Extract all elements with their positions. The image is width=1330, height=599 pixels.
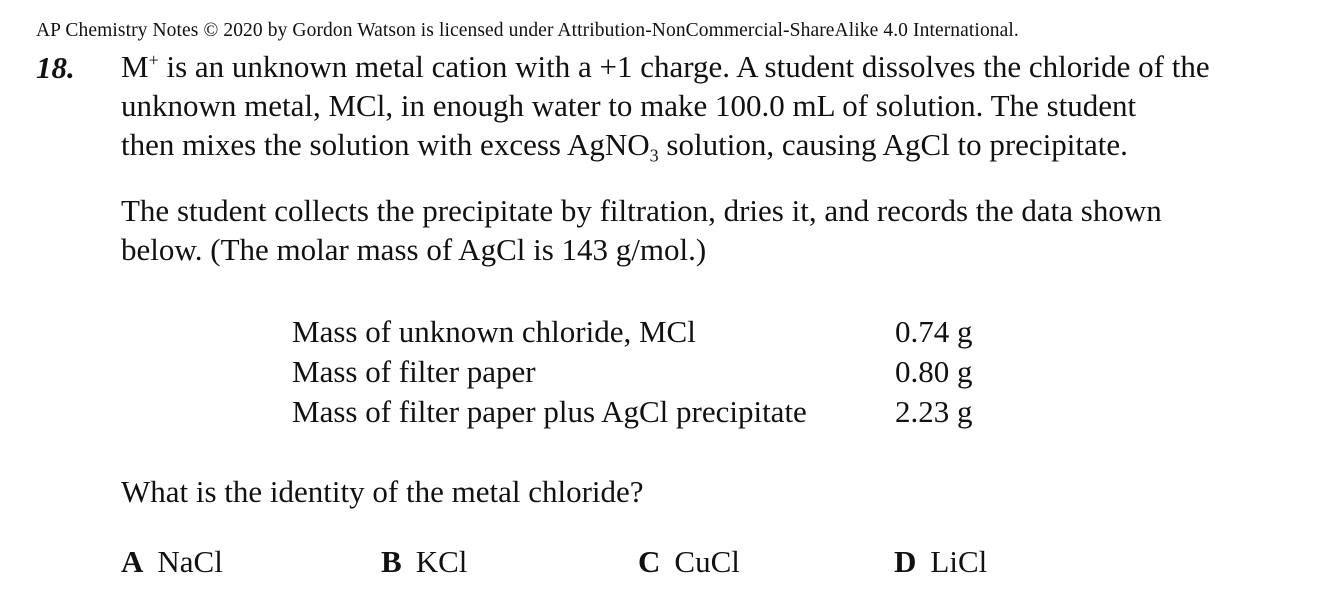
question-text-3b: solution, causing AgCl to precipitate. bbox=[658, 127, 1128, 162]
choice-text: KCl bbox=[415, 544, 468, 579]
question-text-3a: then mixes the solution with excess AgNO bbox=[121, 127, 650, 162]
data-label: Mass of filter paper bbox=[292, 354, 536, 389]
question-line-2: unknown metal, MCl, in enough water to make 100.0 mL of solution. The student bbox=[121, 88, 1137, 123]
choice-b[interactable] bbox=[381, 544, 467, 580]
data-value: 0.80 g bbox=[895, 354, 973, 389]
choice-text: CuCl bbox=[674, 544, 740, 579]
question-number: 18. bbox=[36, 50, 75, 85]
choice-text: LiCl bbox=[930, 544, 988, 579]
choice-d[interactable] bbox=[894, 544, 987, 580]
data-value: 2.23 g bbox=[895, 394, 973, 429]
data-value: 0.74 g bbox=[895, 314, 973, 349]
cation-symbol: M bbox=[121, 49, 149, 84]
charge-superscript: + bbox=[148, 50, 159, 71]
choice-letter: D bbox=[894, 544, 917, 579]
question-line-1 bbox=[121, 51, 1210, 82]
subscript-three: 3 bbox=[649, 145, 659, 166]
choice-letter: C bbox=[638, 544, 661, 579]
choice-letter: A bbox=[121, 544, 144, 579]
license-notice: AP Chemistry Notes © 2020 by Gordon Watson is licensed under Attribution-NonCommercial-ShareAlike 4.0 International. bbox=[36, 20, 1019, 41]
data-label: Mass of filter paper plus AgCl precipitate bbox=[292, 394, 807, 429]
question-line-5: below. (The molar mass of AgCl is 143 g/mol.) bbox=[121, 232, 707, 267]
choice-a[interactable] bbox=[121, 544, 223, 580]
choice-text: NaCl bbox=[157, 544, 223, 579]
choice-c[interactable] bbox=[638, 544, 740, 580]
question-line-4: The student collects the precipitate by filtration, dries it, and records the data shown bbox=[121, 193, 1162, 228]
question-text-1: is an unknown metal cation with a +1 charge. A student dissolves the chloride of the bbox=[158, 49, 1210, 84]
question-line-3 bbox=[121, 127, 1128, 166]
choice-letter: B bbox=[381, 544, 402, 579]
data-label: Mass of unknown chloride, MCl bbox=[292, 314, 696, 349]
question-prompt: What is the identity of the metal chloride? bbox=[121, 474, 644, 509]
